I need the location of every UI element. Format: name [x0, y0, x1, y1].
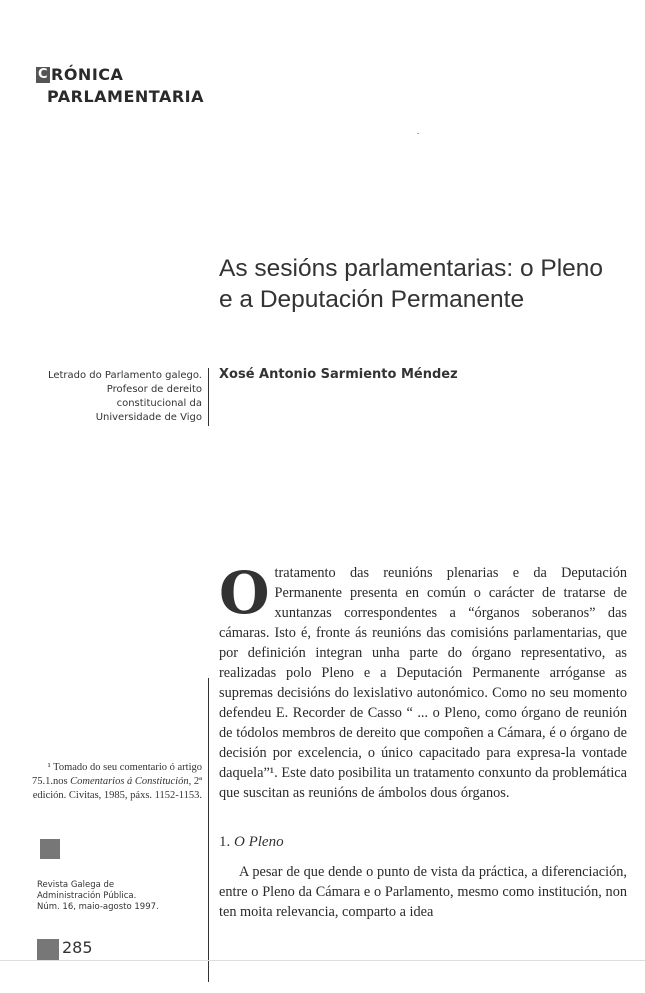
body-paragraph-2: A pesar de que dende o punto de vista da práctica, a diferenciación, entre o Pleno da Cámara e o Parlamento, mesmo como institución, non ten moita relevancia, comparto a idea [219, 864, 627, 920]
grey-square-marker [40, 839, 60, 859]
affiliation-line: Letrado do Parlamento galego. [47, 370, 202, 381]
section-heading [219, 834, 284, 851]
journal-line: Núm. 16, maio-agosto 1997. [37, 902, 159, 912]
section-heading-name: O Pleno [234, 834, 284, 850]
paragraph-1-text: tratamento das reunións plenarias e da Deputación Permanente presenta en común o carácter de tratarse de xuntanzas correspondentes a “órganos soberanos” das cámaras. Isto é, fronte ás reunións das comisións parlamentarias, que por definición integran unha parte do órgano representativo, as realizadas polo Pleno e a Deputación Permanente arróganse as supremas decisións do lexislativo autonómico. Como no seu momento defendeu E. Recorder de Casso “ ... o Pleno, como órgano de reunión de tódolos membros de dereito que compoñen a Cámara, é o órgano de decisión por excelencia, o único capacitado para expresa-la vontade daquela”¹. Este dato posibilita un tratamento conxunto da problemática que suscitan as reunións de ámbolos dous órganos. [219, 565, 627, 801]
section-word2: ARLAMENTARIA [57, 87, 204, 106]
section-heading-number: 1. [219, 834, 231, 850]
section-header-line2 [36, 86, 204, 108]
footnote-text-pre: ¹ Tomado do seu comentario ó artigo 75.1.nos [31, 762, 202, 787]
author-affiliation [20, 369, 202, 425]
body-paragraph-1 [219, 559, 627, 803]
scan-speck [417, 133, 419, 134]
body-divider [208, 678, 209, 982]
affiliation-line: Profesor de dereito [106, 384, 202, 395]
journal-info [37, 880, 207, 913]
title-line2: e a Deputación Permanente [219, 286, 525, 313]
journal-line: Administración Pública. [37, 891, 137, 901]
article-title [219, 253, 639, 315]
affiliation-line: Universidade de Vigo [95, 412, 202, 423]
footnote [20, 761, 202, 803]
footnote-book-title: Comentarios á Constitución [70, 776, 189, 787]
title-line1: As sesións parlamentarias: o Pleno [219, 255, 604, 282]
section-word1: RÓNICA [51, 65, 124, 84]
author-name: Xosé Antonio Sarmiento Méndez [219, 367, 458, 382]
affiliation-line: constitucional da [116, 398, 202, 409]
page-number-box [37, 939, 59, 960]
drop-cap: O [219, 559, 270, 627]
section-initial-box: C [37, 67, 49, 82]
section-initial2: P [47, 87, 58, 106]
section-header [36, 64, 204, 108]
page-number: 285 [62, 938, 93, 957]
journal-line: Revista Galega de [37, 880, 115, 890]
affiliation-divider [208, 368, 209, 426]
bottom-rule [0, 960, 645, 961]
footnote-text-post: , 2ª edición. Civitas, 1985, páxs. 1152-1153. [32, 776, 202, 801]
section-header-line1 [36, 64, 204, 86]
